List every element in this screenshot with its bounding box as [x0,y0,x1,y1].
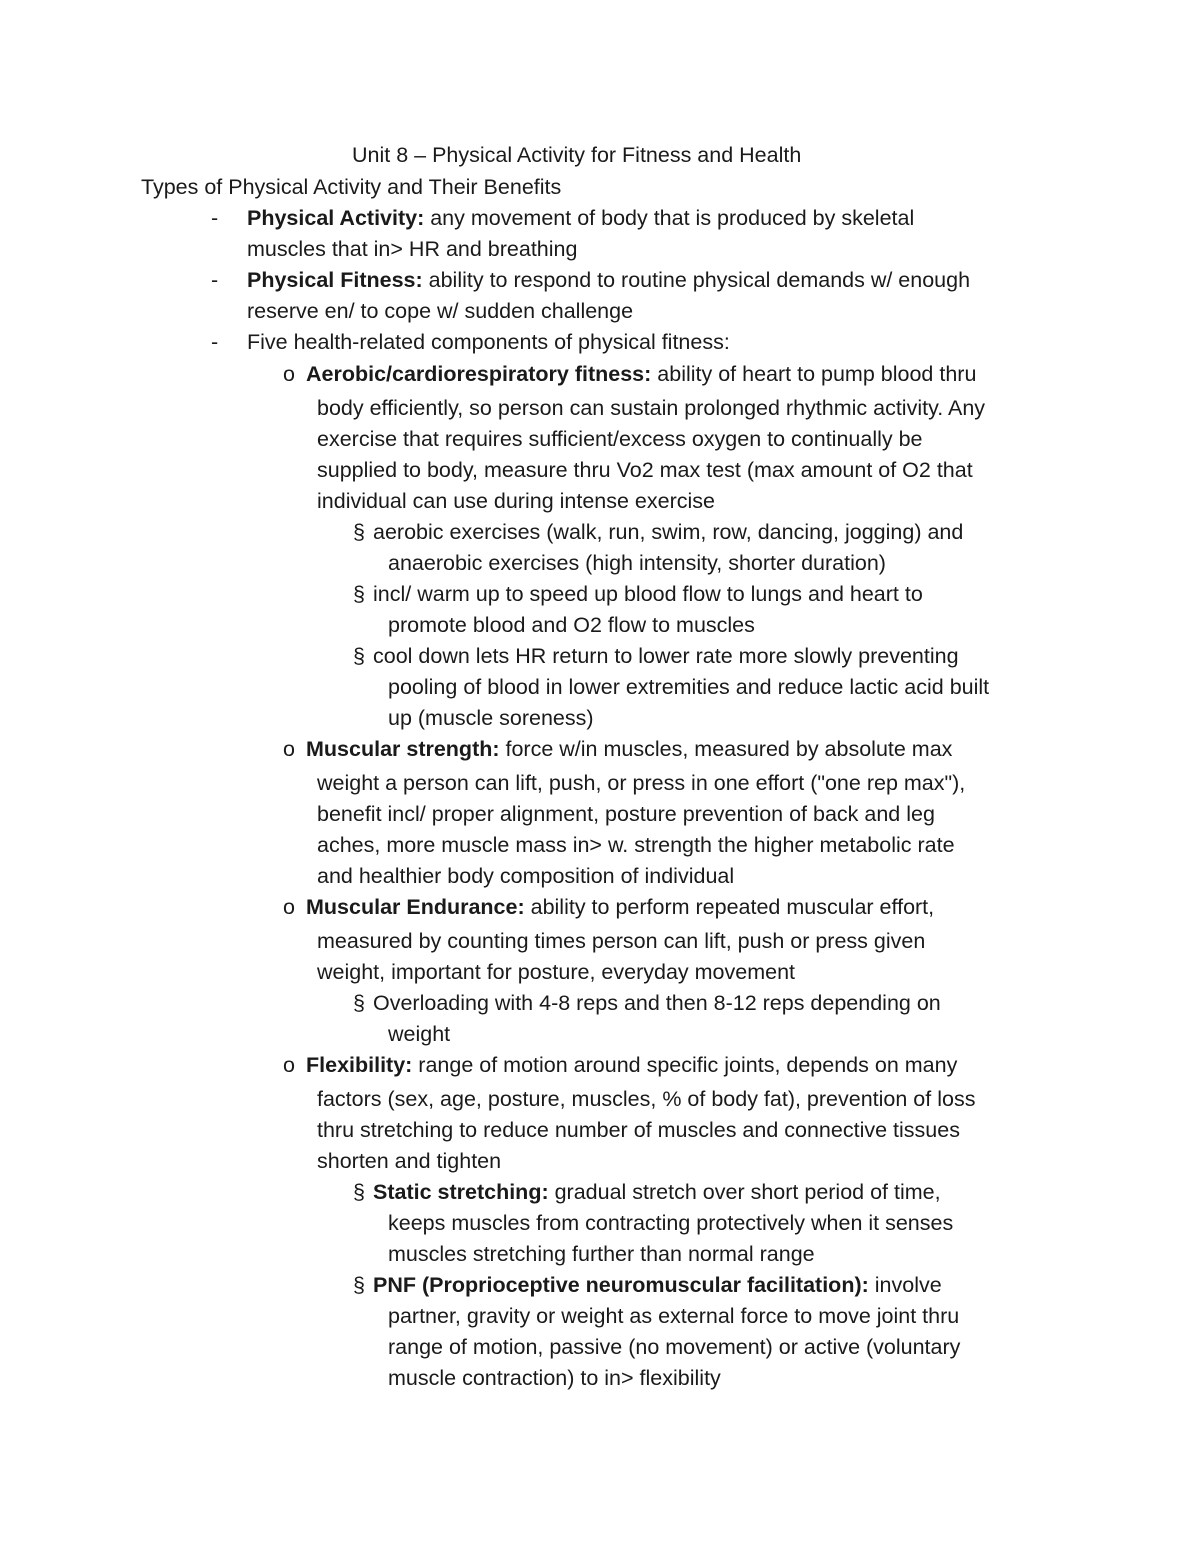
dash-marker: - [211,330,219,354]
section-heading: Types of Physical Activity and Their Benefits [141,175,562,199]
term-label: Physical Fitness: [247,268,423,292]
dash-marker: - [211,268,219,292]
term-label: Muscular strength: [306,737,500,761]
bullet-line [247,205,914,231]
term-label: PNF (Proprioceptive neuromuscular facilitation): [373,1273,869,1297]
sub-bullet-line [373,1179,941,1205]
component-line [306,736,952,762]
page-title: Unit 8 – Physical Activity for Fitness and Health [352,143,802,167]
sub-bullet-line: keeps muscles from contracting protectively when it senses [388,1211,954,1235]
sub-bullet-line: promote blood and O2 flow to muscles [388,613,755,637]
bullet-line: reserve en/ to cope w/ sudden challenge [247,299,634,323]
component-line: benefit incl/ proper alignment, posture prevention of back and leg [317,802,935,826]
definition-text: ability to respond to routine physical demands w/ enough [422,268,971,292]
term-label: Aerobic/cardiorespiratory fitness: [306,362,652,386]
component-line: exercise that requires sufficient/excess oxygen to continually be [317,427,923,451]
component-line: aches, more muscle mass in> w. strength the higher metabolic rate [317,833,955,857]
sub-bullet-line: weight [388,1022,451,1046]
section-marker: § [353,991,365,1015]
component-line [306,1052,957,1078]
sub-bullet-line [373,1272,942,1298]
bullet-line [247,267,970,293]
sub-bullet-line: cool down lets HR return to lower rate more slowly preventing [373,644,959,668]
component-line: weight, important for posture, everyday movement [317,960,795,984]
definition-text: force w/in muscles, measured by absolute max [499,737,953,761]
circle-marker: o [283,895,295,919]
definition-text: range of motion around specific joints, depends on many [412,1053,958,1077]
circle-marker: o [283,1053,295,1077]
definition-text: gradual stretch over short period of time, [548,1180,941,1204]
sub-bullet-line: muscle contraction) to in> flexibility [388,1366,721,1390]
section-marker: § [353,644,365,668]
sub-bullet-line: pooling of blood in lower extremities and reduce lactic acid built [388,675,990,699]
component-line [306,361,976,387]
component-line: individual can use during intense exercise [317,489,715,513]
component-line: factors (sex, age, posture, muscles, % of body fat), prevention of loss [317,1087,976,1111]
bullet-line: muscles that in> HR and breathing [247,237,578,261]
term-label: Muscular Endurance: [306,895,525,919]
term-label: Physical Activity: [247,206,425,230]
sub-bullet-line: aerobic exercises (walk, run, swim, row, dancing, jogging) and [373,520,964,544]
sub-bullet-line: partner, gravity or weight as external force to move joint thru [388,1304,960,1328]
definition-text: involve [868,1273,942,1297]
sub-bullet-line: anaerobic exercises (high intensity, shorter duration) [388,551,886,575]
circle-marker: o [283,737,295,761]
component-line: supplied to body, measure thru Vo2 max test (max amount of O2 that [317,458,973,482]
component-line: and healthier body composition of individual [317,864,735,888]
sub-bullet-line: incl/ warm up to speed up blood flow to lungs and heart to [373,582,923,606]
sub-bullet-line: range of motion, passive (no movement) or active (voluntary [388,1335,961,1359]
circle-marker: o [283,362,295,386]
section-marker: § [353,1180,365,1204]
sub-bullet-line: muscles stretching further than normal range [388,1242,815,1266]
section-marker: § [353,1273,365,1297]
sub-bullet-line: Overloading with 4-8 reps and then 8-12 reps depending on [373,991,941,1015]
definition-text: ability to perform repeated muscular effort, [524,895,935,919]
component-line: measured by counting times person can lift, push or press given [317,929,926,953]
component-line [306,894,934,920]
bullet-line: Five health-related components of physical fitness: [247,330,730,354]
term-label: Flexibility: [306,1053,413,1077]
sub-bullet-line: up (muscle soreness) [388,706,594,730]
section-marker: § [353,582,365,606]
component-line: body efficiently, so person can sustain prolonged rhythmic activity. Any [317,396,986,420]
definition-text: ability of heart to pump blood thru [651,362,977,386]
component-line: shorten and tighten [317,1149,502,1173]
dash-marker: - [211,206,219,230]
section-marker: § [353,520,365,544]
term-label: Static stretching: [373,1180,549,1204]
component-line: thru stretching to reduce number of muscles and connective tissues [317,1118,960,1142]
component-line: weight a person can lift, push, or press in one effort ("one rep max"), [317,771,966,795]
definition-text: any movement of body that is produced by skeletal [424,206,915,230]
